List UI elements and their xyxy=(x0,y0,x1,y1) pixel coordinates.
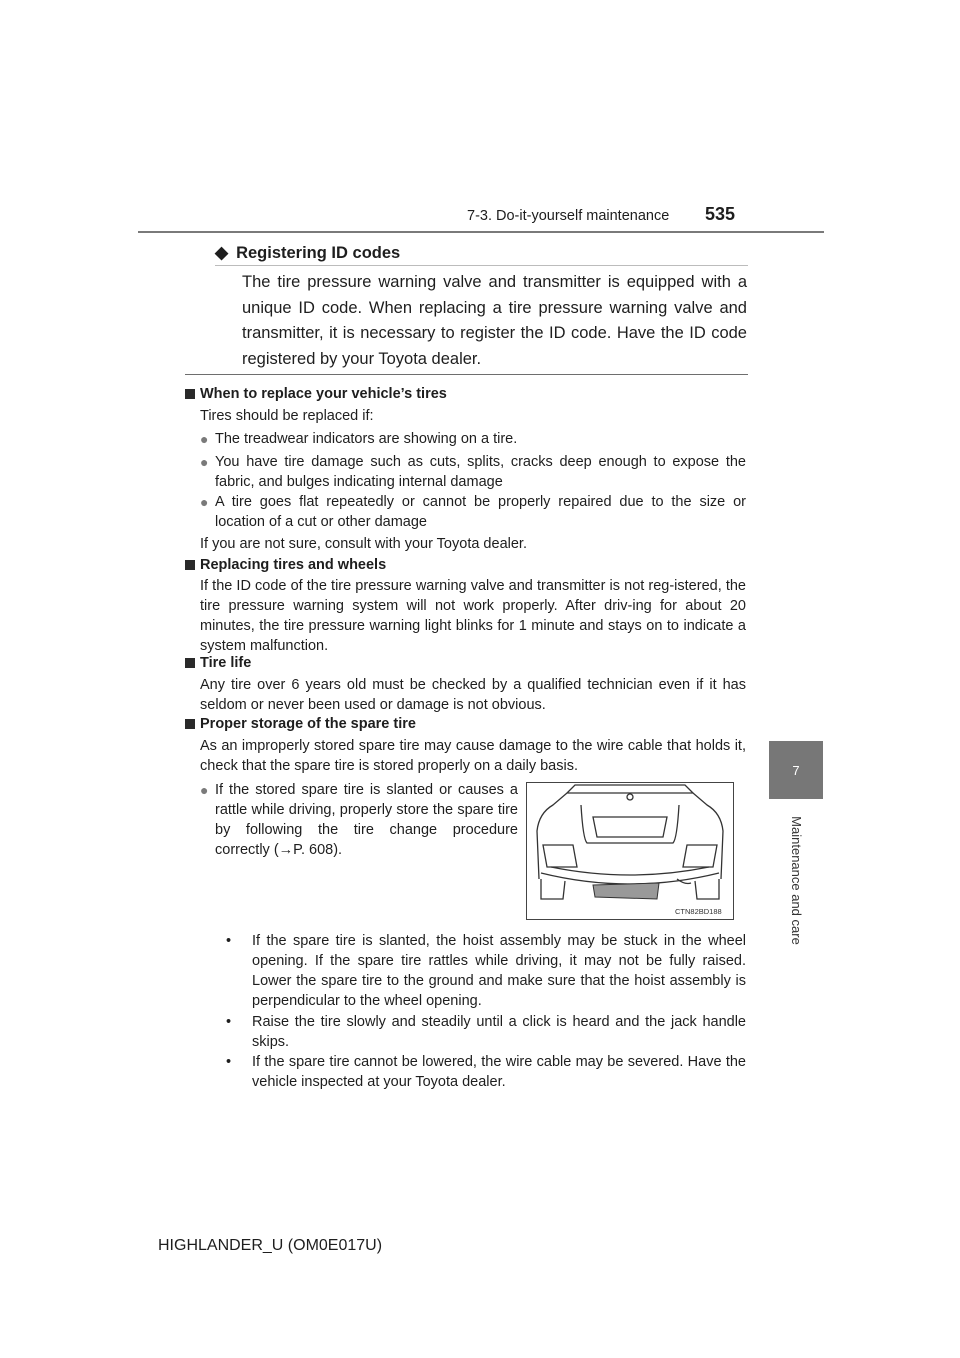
replacing-body: If the ID code of the tire pressure warning valve and transmitter is not reg-istered, the tire pressure warning system will not work properly. After driv-ing for about 20 minutes, the tire pressure warning light blinks for 1 minute and stays on to indicate a system malfunction. xyxy=(200,578,746,654)
dot-bullet-icon: • xyxy=(226,1014,232,1030)
list-item: ● You have tire damage such as cuts, splits, cracks deep enough to expose the fabric, and bulges indicating internal damage xyxy=(200,454,746,490)
square-bullet-icon xyxy=(185,389,195,399)
square-bullet-icon xyxy=(185,719,195,729)
chapter-tab xyxy=(769,741,823,799)
heading-when-to-replace: When to replace your vehicle’s tires xyxy=(185,386,447,402)
list-item: ● A tire goes flat repeatedly or cannot be properly repaired due to the size or location of a cut or other damage xyxy=(200,494,746,530)
spare-storage-body: As an improperly stored spare tire may cause damage to the wire cable that holds it, check that the spare tire is stored properly on a daily basis. xyxy=(200,738,746,774)
list-item: • Raise the tire slowly and steadily until a click is heard and the jack handle skips. xyxy=(226,1014,746,1050)
header-section: 7-3. Do-it-yourself maintenance xyxy=(467,208,670,224)
list-item: ● If the stored spare tire is slanted or causes a rattle while driving, properly store the spare tire by following the tire change procedure correctly (→P. 608). xyxy=(200,782,518,858)
list-item: • If the spare tire cannot be lowered, the wire cable may be severed. Have the vehicle inspected at your Toyota dealer. xyxy=(226,1054,746,1090)
section-title: ◆ Registering ID codes xyxy=(215,243,401,262)
chapter-number: 7 xyxy=(792,762,800,778)
circle-bullet-icon: ● xyxy=(200,494,209,510)
circle-bullet-icon: ● xyxy=(200,782,209,798)
spare-tire-figure xyxy=(526,782,734,920)
square-bullet-icon xyxy=(185,560,195,570)
section-rule xyxy=(215,265,748,266)
dot-bullet-icon: • xyxy=(226,933,232,949)
heading-spare-storage: Proper storage of the spare tire xyxy=(185,716,416,732)
when-outro: If you are not sure, consult with your Toyota dealer. xyxy=(200,536,527,552)
page-number: 535 xyxy=(705,204,736,224)
chapter-label: Maintenance and care xyxy=(788,815,804,945)
tire-life-body: Any tire over 6 years old must be checked by a qualified technician even if it has seldom or never been used or damage is not obvious. xyxy=(200,677,746,713)
square-bullet-icon xyxy=(185,658,195,668)
figure-code: CTN82BD188 xyxy=(675,907,722,916)
header-rule xyxy=(138,231,824,233)
vehicle-rear-illustration xyxy=(527,783,733,919)
when-intro: Tires should be replaced if: xyxy=(200,408,374,424)
notes-rule xyxy=(185,374,748,375)
diamond-icon: ◆ xyxy=(215,243,229,262)
list-item: ● The treadwear indicators are showing on a tire. xyxy=(200,431,518,447)
registering-body: The tire pressure warning valve and transmitter is equipped with a unique ID code. When replacing a tire pressure warning valve and transmitter, it is necessary to register the ID code. Have the ID code registered by your Toyota dealer. xyxy=(242,273,747,368)
heading-replacing: Replacing tires and wheels xyxy=(185,557,386,573)
list-item: • If the spare tire is slanted, the hoist assembly may be stuck in the wheel opening. If the spare tire rattles while driving, it may not be fully raised. Lower the spare tire to the ground and make sure that the hoist assembly is perpendicular to the wheel opening. xyxy=(226,933,746,1009)
circle-bullet-icon: ● xyxy=(200,454,209,470)
footer-model: HIGHLANDER_U (OM0E017U) xyxy=(158,1237,383,1254)
circle-bullet-icon: ● xyxy=(200,431,209,447)
dot-bullet-icon: • xyxy=(226,1054,232,1070)
heading-tire-life: Tire life xyxy=(185,655,251,671)
